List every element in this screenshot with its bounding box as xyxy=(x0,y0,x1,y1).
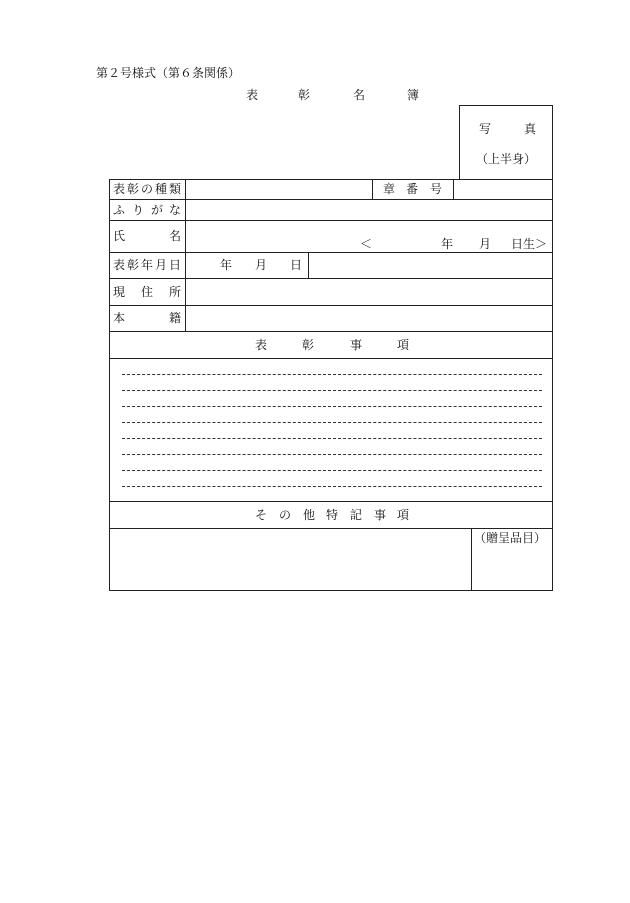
label-char: 章 xyxy=(383,182,396,196)
award-month-label: 月 xyxy=(255,258,268,272)
label-domicile xyxy=(113,311,183,325)
form-number: 第２号様式（第６条関係） xyxy=(96,66,241,80)
award-matters-header xyxy=(255,338,415,352)
label-char: 日 xyxy=(169,258,182,272)
award-day-label: 日 xyxy=(290,258,303,272)
writing-line xyxy=(122,454,542,455)
award-year-label: 年 xyxy=(220,258,233,272)
writing-line xyxy=(122,470,542,471)
title-char: 彰 xyxy=(298,88,311,102)
photo-box xyxy=(459,105,553,179)
label-char: 表 xyxy=(113,258,126,272)
label-char: が xyxy=(151,203,164,217)
label-char: 類 xyxy=(169,182,182,196)
label-char: 年 xyxy=(141,258,154,272)
label-char: り xyxy=(132,203,145,217)
label-char: 所 xyxy=(169,285,182,299)
gift-item-label: （贈呈品目） xyxy=(474,531,547,545)
label-badge-number xyxy=(383,182,447,196)
label-furigana xyxy=(113,203,183,217)
writing-line xyxy=(122,486,542,487)
header-char: 他 xyxy=(303,508,316,522)
title-char: 表 xyxy=(246,88,259,102)
award-matters-field[interactable] xyxy=(110,359,552,501)
title-char: 名 xyxy=(353,88,366,102)
header-char: の xyxy=(279,508,292,522)
header-char: 表 xyxy=(255,338,268,352)
label-char: 番 xyxy=(406,182,419,196)
label-award-date xyxy=(113,258,183,272)
column-divider xyxy=(372,179,373,199)
photo-label-char: 真 xyxy=(524,122,537,136)
badge-number-field[interactable] xyxy=(454,180,552,199)
label-char: 籍 xyxy=(169,311,182,325)
writing-line xyxy=(122,422,542,423)
writing-line xyxy=(122,390,542,391)
gift-item-field[interactable] xyxy=(472,529,552,590)
label-char: 氏 xyxy=(113,229,126,243)
label-char: 号 xyxy=(430,182,443,196)
writing-line xyxy=(122,374,542,375)
award-date-extra-field[interactable] xyxy=(309,253,552,278)
header-char: 項 xyxy=(397,338,410,352)
label-char: な xyxy=(169,203,182,217)
header-char: 事 xyxy=(350,338,363,352)
header-char: そ xyxy=(255,508,268,522)
award-type-field[interactable] xyxy=(186,180,372,199)
birth-year-label: 年 xyxy=(441,237,454,251)
header-char: 特 xyxy=(326,508,339,522)
label-award-type xyxy=(113,182,183,196)
writing-line xyxy=(122,438,542,439)
birth-open-bracket: ＜ xyxy=(360,237,373,251)
birth-day-label: 日生＞ xyxy=(511,237,548,251)
header-char: 項 xyxy=(397,508,410,522)
header-char: 彰 xyxy=(302,338,315,352)
label-char: 本 xyxy=(113,311,126,325)
header-char: 事 xyxy=(374,508,387,522)
label-char: 月 xyxy=(155,258,168,272)
photo-note: （上半身） xyxy=(476,152,537,166)
furigana-field[interactable] xyxy=(186,200,552,220)
photo-label-char: 写 xyxy=(479,122,492,136)
label-char: 名 xyxy=(169,229,182,243)
label-char: ふ xyxy=(113,203,126,217)
title-char: 簿 xyxy=(407,88,420,102)
writing-line xyxy=(122,406,542,407)
label-char: 彰 xyxy=(127,258,140,272)
domicile-field[interactable] xyxy=(186,306,552,331)
address-field[interactable] xyxy=(186,279,552,305)
page-title xyxy=(240,88,425,102)
birth-month-label: 月 xyxy=(479,237,492,251)
label-char: 現 xyxy=(113,285,126,299)
header-char: 記 xyxy=(350,508,363,522)
label-char: 種 xyxy=(155,182,168,196)
row-divider xyxy=(109,501,553,502)
label-char: の xyxy=(141,182,154,196)
row-divider xyxy=(109,331,553,332)
label-address xyxy=(113,285,183,299)
label-char: 彰 xyxy=(127,182,140,196)
label-name xyxy=(113,229,183,243)
label-char: 表 xyxy=(113,182,126,196)
label-char: 住 xyxy=(141,285,154,299)
other-notes-field[interactable] xyxy=(110,529,471,590)
other-notes-header xyxy=(255,508,415,522)
